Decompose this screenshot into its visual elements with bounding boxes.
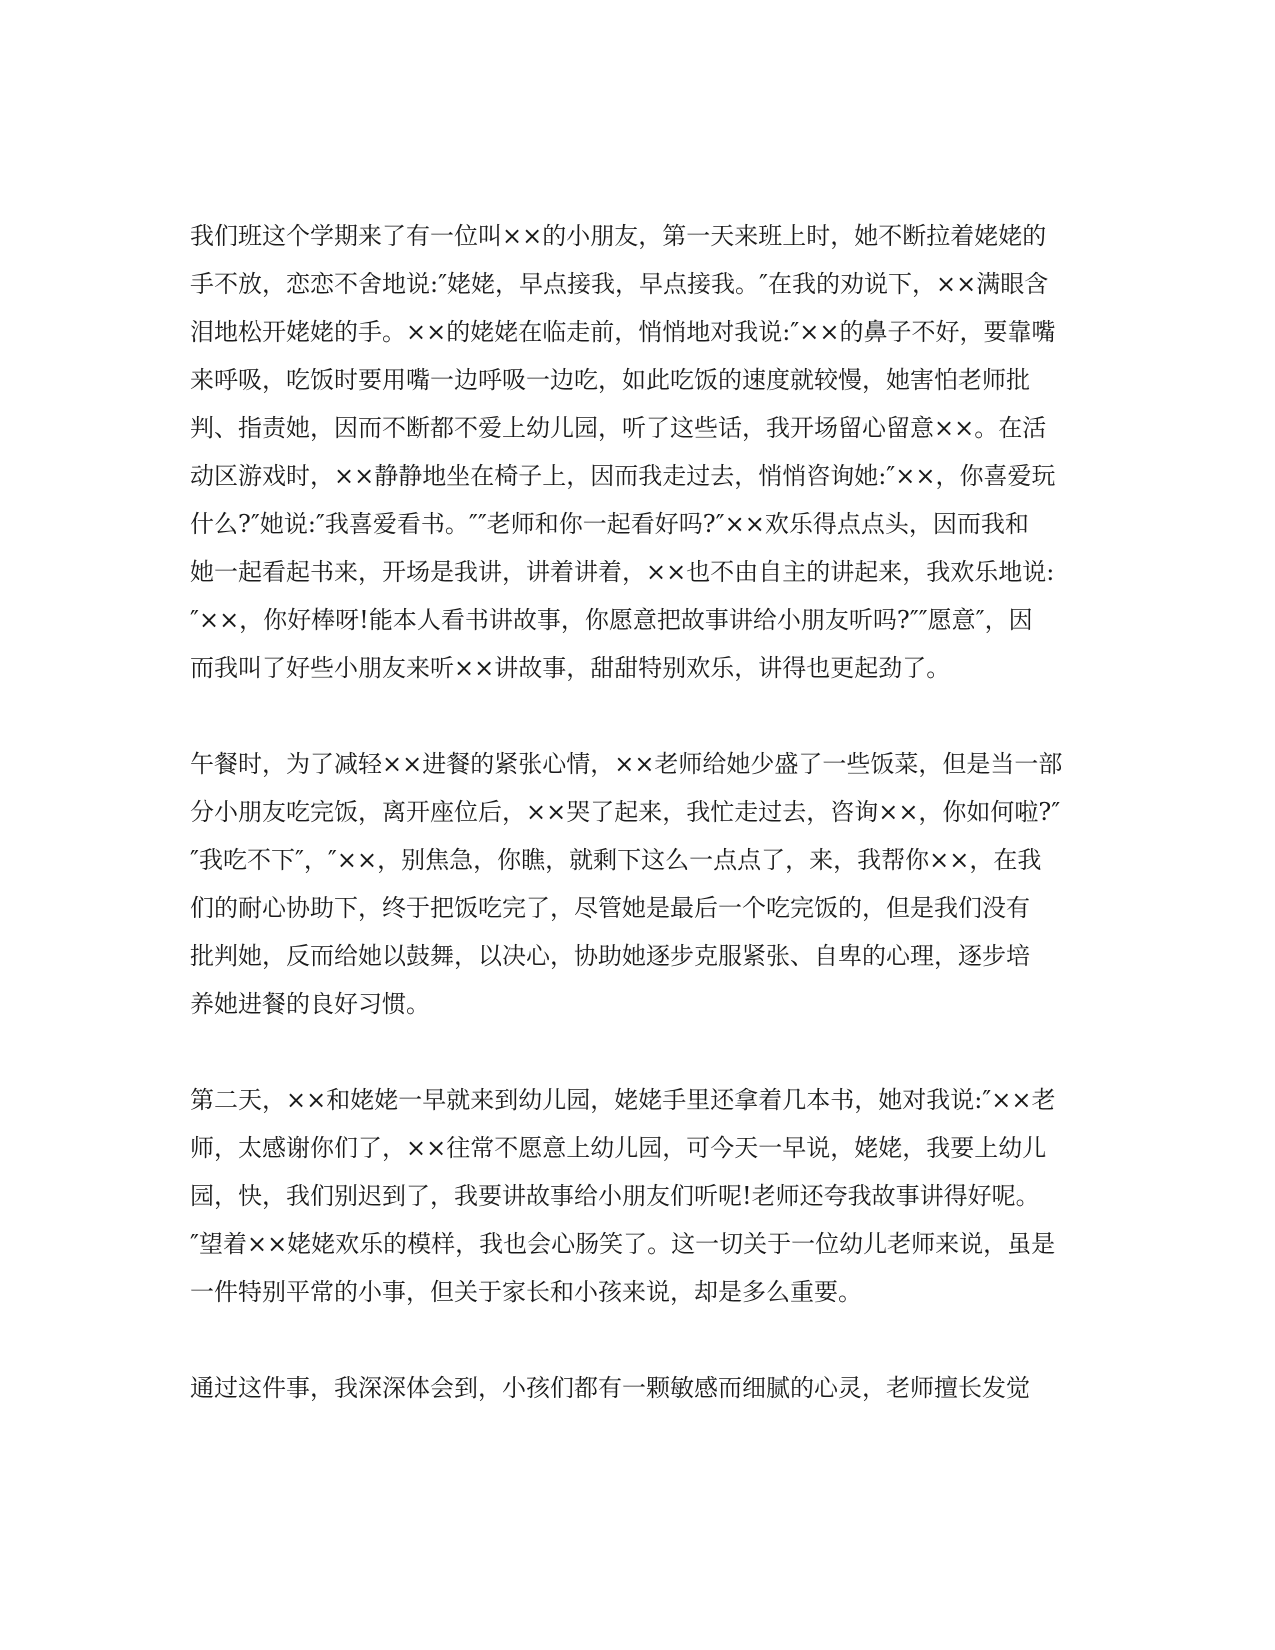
text-line: ″××，你好棒呀!能本人看书讲故事，你愿意把故事讲给小朋友听吗?″″愿意″，因	[190, 606, 1033, 634]
text-line: 什么?″她说:″我喜爱看书。″″老师和你一起看好吗?″××欢乐得点点头，因而我和	[190, 510, 1029, 538]
text-line: 园，快，我们别迟到了，我要讲故事给小朋友们听呢!老师还夸我故事讲得好呢。	[190, 1182, 1040, 1210]
text-line: 们的耐心协助下，终于把饭吃完了，尽管她是最后一个吃完饭的，但是我们没有	[190, 894, 1030, 922]
paragraph-2	[190, 740, 1070, 1028]
text-line: 判、指责她，因而不断都不爱上幼儿园，听了这些话，我开场留心留意××。在活	[190, 414, 1047, 442]
text-line: 而我叫了好些小朋友来听××讲故事，甜甜特别欢乐，讲得也更起劲了。	[190, 654, 951, 682]
text-line: 第二天，××和姥姥一早就来到幼儿园，姥姥手里还拿着几本书，她对我说:″××老	[190, 1086, 1056, 1114]
text-line: 师，太感谢你们了，××往常不愿意上幼儿园，可今天一早说，姥姥，我要上幼儿	[190, 1134, 1047, 1162]
text-line: 动区游戏时，××静静地坐在椅子上，因而我走过去，悄悄咨询她:″××，你喜爱玩	[190, 462, 1056, 490]
text-line: 批判她，反而给她以鼓舞，以决心，协助她逐步克服紧张、自卑的心理，逐步培	[190, 942, 1030, 970]
text-line: 泪地松开姥姥的手。××的姥姥在临走前，悄悄地对我说:″××的鼻子不好，要靠嘴	[190, 318, 1056, 346]
paragraph-3	[190, 1076, 1070, 1316]
text-line: 我们班这个学期来了有一位叫××的小朋友，第一天来班上时，她不断拉着姥姥的	[190, 222, 1047, 250]
text-line: 手不放，恋恋不舍地说:″姥姥，早点接我，早点接我。″在我的劝说下，××满眼含	[190, 270, 1049, 298]
text-line: 养她进餐的良好习惯。	[190, 990, 430, 1018]
document-body	[190, 212, 1070, 1460]
text-line: 分小朋友吃完饭，离开座位后，××哭了起来，我忙走过去，咨询××，你如何啦?″	[190, 798, 1061, 826]
paragraph-1	[190, 212, 1070, 692]
text-line: 通过这件事，我深深体会到，小孩们都有一颗敏感而细腻的心灵，老师擅长发觉	[190, 1374, 1030, 1402]
text-line: 来呼吸，吃饭时要用嘴一边呼吸一边吃，如此吃饭的速度就较慢，她害怕老师批	[190, 366, 1030, 394]
text-line: ″我吃不下″，″××，别焦急，你瞧，就剩下这么一点点了，来，我帮你××，在我	[190, 846, 1042, 874]
text-line: ″望着××姥姥欢乐的模样，我也会心肠笑了。这一切关于一位幼儿老师来说，虽是	[190, 1230, 1056, 1258]
text-line: 一件特别平常的小事，但关于家长和小孩来说，却是多么重要。	[190, 1278, 862, 1306]
text-line: 午餐时，为了减轻××进餐的紧张心情，××老师给她少盛了一些饭菜，但是当一部	[190, 750, 1063, 778]
paragraph-4	[190, 1364, 1070, 1412]
text-line: 她一起看起书来，开场是我讲，讲着讲着，××也不由自主的讲起来，我欢乐地说:	[190, 558, 1055, 586]
